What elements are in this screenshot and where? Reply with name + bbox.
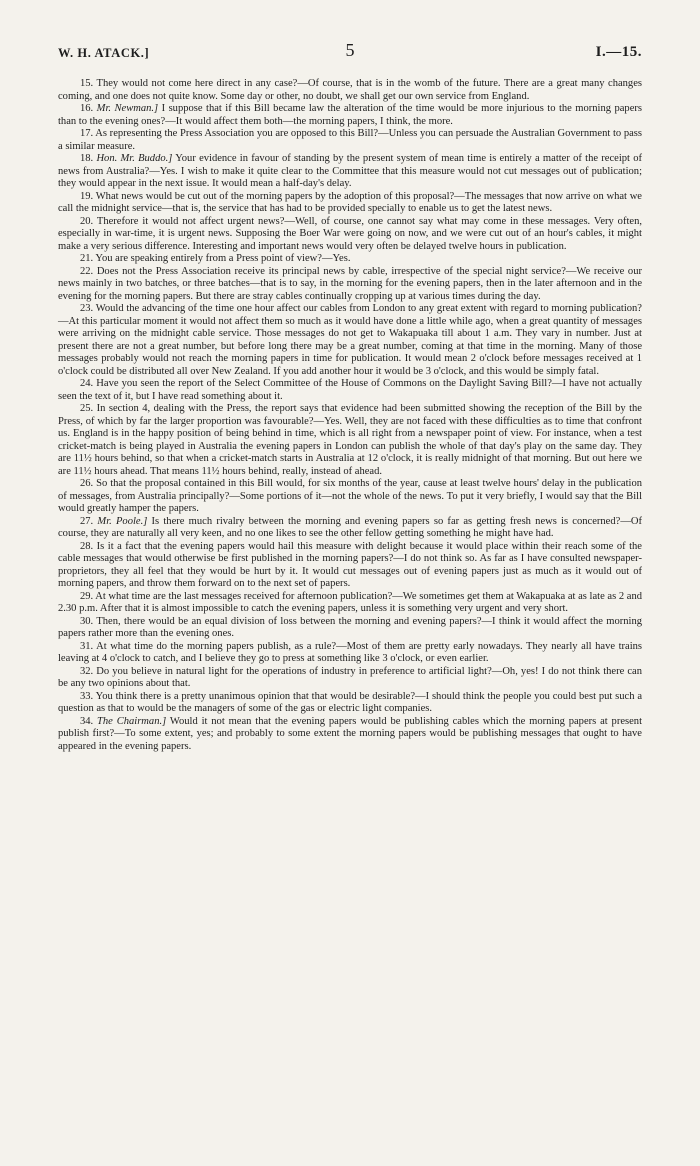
paragraph-15: 15. They would not come here direct in any case?—Of course, that is in the womb of the future. There are a great many changes coming, and one does not quite know. Some day or other, no doubt, we shall get our own service from England.	[58, 78, 642, 102]
witness-name: W. H. ATACK.]	[58, 46, 150, 60]
paragraph-33: 33. You think there is a pretty unanimous opinion that that would be desirable?—I should think the people you could best put such a question as that to would be the managers of some of the gas or electric light companies.	[58, 690, 642, 714]
paragraph-28: 28. Is it a fact that the evening papers would hail this measure with delight because it would place within their reach some of the cable messages that would otherwise be first published in the morning papers?—I do not think so. As far as I have consulted newspaper-proprietors, they all feel that they would be hurt by it. It would cut messages out of evening papers just as much as it would out of morning papers, and throw them forward on to the next set of papers.	[58, 540, 642, 589]
speaker-name: Mr. Newman.]	[96, 103, 159, 114]
paragraph-20: 20. Therefore it would not affect urgent news?—Well, of course, one cannot say what may come in these messages. Very often, especially in war-time, it is urgent news. Supposing the Boer War were going on now, and we were cut out of an hour's cables, it might make a very serious difference. Interesting and important news would very often be delayed twelve hours in publication.	[58, 215, 642, 252]
question-number: 18.	[80, 153, 94, 164]
paragraph-24: 24. Have you seen the report of the Select Committee of the House of Commons on the Daylight Saving Bill?—I have not actually seen the text of it, but I have read something about it.	[58, 378, 642, 402]
paper-reference: I.—15.	[595, 44, 642, 60]
paragraph-25: 25. In section 4, dealing with the Press, the report says that evidence had been submitted showing the reception of the Bill by the Press, of which by far the larger proportion was favourable?—Yes. Well, they are not faced with these difficulties as to time that confront us. England is in the happy position of being behind in time, which is all right from a newspaper point of view. For instance, when a test cricket-match is being played in Australia the evening papers in London can publish the whole of that day's play on the same day. They are 11½ hours behind, so that when a cricket-match starts in Australia at 12 o'clock, it is really midnight of that morning. But out here we are 11½ hours ahead. That means 11½ hours behind, really, instead of ahead.	[58, 403, 642, 477]
paragraph-19: 19. What news would be cut out of the morning papers by the adoption of this proposal?—The messages that now arrive on what we call the midnight service—that is, the service that has had to be provided specially to enable us to get the latest news.	[58, 190, 642, 214]
page-header	[58, 40, 642, 68]
speaker-name: The Chairman.]	[97, 715, 167, 727]
paragraph-32: 32. Do you believe in natural light for the operations of industry in preference to artificial light?—Oh, yes! I do not think there can be any two opinions about that.	[58, 665, 642, 689]
paragraph-23: 23. Would the advancing of the time one hour affect our cables from London to any great extent with regard to morning publication?—At this particular moment it would not affect them so much as it would have done a little while ago, when a great quantity of messages were arriving on the midnight cable service. Those messages do not get to Wakapuaka till about 1 a.m. They vary in number. Just at present there are not a great number, but before long there may be a great number, coming at that time in the morning. Many of those messages probably would not reach the morning papers in time for publication. It would mean 2 o'clock before messages received at 1 o'clock could be distributed all over New Zealand. If you add another hour it would be 3 o'clock, and this would be simply fatal.	[58, 303, 642, 377]
paragraph-30: 30. Then, there would be an equal division of loss between the morning and evening papers?—I think it would affect the morning papers rather more than the evening ones.	[58, 615, 642, 639]
question-number: 16.	[80, 103, 94, 114]
paragraph-21: 21. You are speaking entirely from a Press point of view?—Yes.	[80, 253, 351, 264]
question-number: 34.	[80, 715, 94, 727]
question-number: 27.	[80, 515, 94, 527]
paragraph-22: 22. Does not the Press Association receive its principal news by cable, irrespective of the special night service?—We receive our news mainly in two batches, or three batches—that is to say, in the morning for the evening papers, then in the later afternoon and in the evening for the morning papers. But there are stray cables continually cropping up at various times during the day.	[58, 265, 642, 302]
page-number: 5	[345, 40, 355, 60]
paragraph-29: 29. At what time are the last messages received for afternoon publication?—We sometimes get them at Wakapuaka at as late as 2 and 2.30 p.m. After that it is almost impossible to catch the evening papers, unless it is something very urgent and very short.	[58, 590, 642, 614]
paragraph-34: 34. The Chairman.] Would it not mean that the evening papers would be publishing cables which the morning papers at present publish first?—To some extent, yes; and probably to some extent the morning papers would be publishing messages that ought to have appeared in the evening papers.	[58, 715, 642, 752]
paragraph-27: 27. Mr. Poole.] Is there much rivalry between the morning and evening papers so far as getting fresh news is concerned?—Of course, they are naturally all very keen, and no one likes to see the other fellow getting something he might have had.	[58, 515, 642, 539]
paragraph-26: 26. So that the proposal contained in this Bill would, for six months of the year, cause at least twelve hours' delay in the publication of messages, from Australia principally?—Some portions of it—not the whole of the news. To put it very briefly, I would say that the Bill would greatly hamper the papers.	[58, 478, 642, 514]
paragraph-16: 16. Mr. Newman.] I suppose that if this Bill became law the alteration of the time would be more injurious to the morning papers than to the evening ones?—It would affect them both—the morning papers, I think, the more.	[58, 103, 643, 127]
paragraph-17: 17. As representing the Press Association you are opposed to this Bill?—Unless you can persuade the Australian Government to pass a similar measure.	[58, 128, 642, 152]
speaker-name: Hon. Mr. Buddo.]	[96, 153, 173, 164]
paragraph-18: 18. Hon. Mr. Buddo.] Your evidence in favour of standing by the present system of mean time is entirely a matter of the receipt of news from Australia?—Yes. I wish to make it quite clear to the Committee that this measure would not cut messages out of publication; they would appear in the next issue. It would mean a half-day's delay.	[58, 153, 642, 189]
document-body	[58, 78, 642, 753]
speaker-name: Mr. Poole.]	[97, 515, 148, 527]
paragraph-31: 31. At what time do the morning papers publish, as a rule?—Most of them are pretty early nowadays. They nearly all have trains leaving at 4 o'clock to catch, and I believe they go to press at something like 3 o'clock, or even earlier.	[58, 640, 642, 664]
